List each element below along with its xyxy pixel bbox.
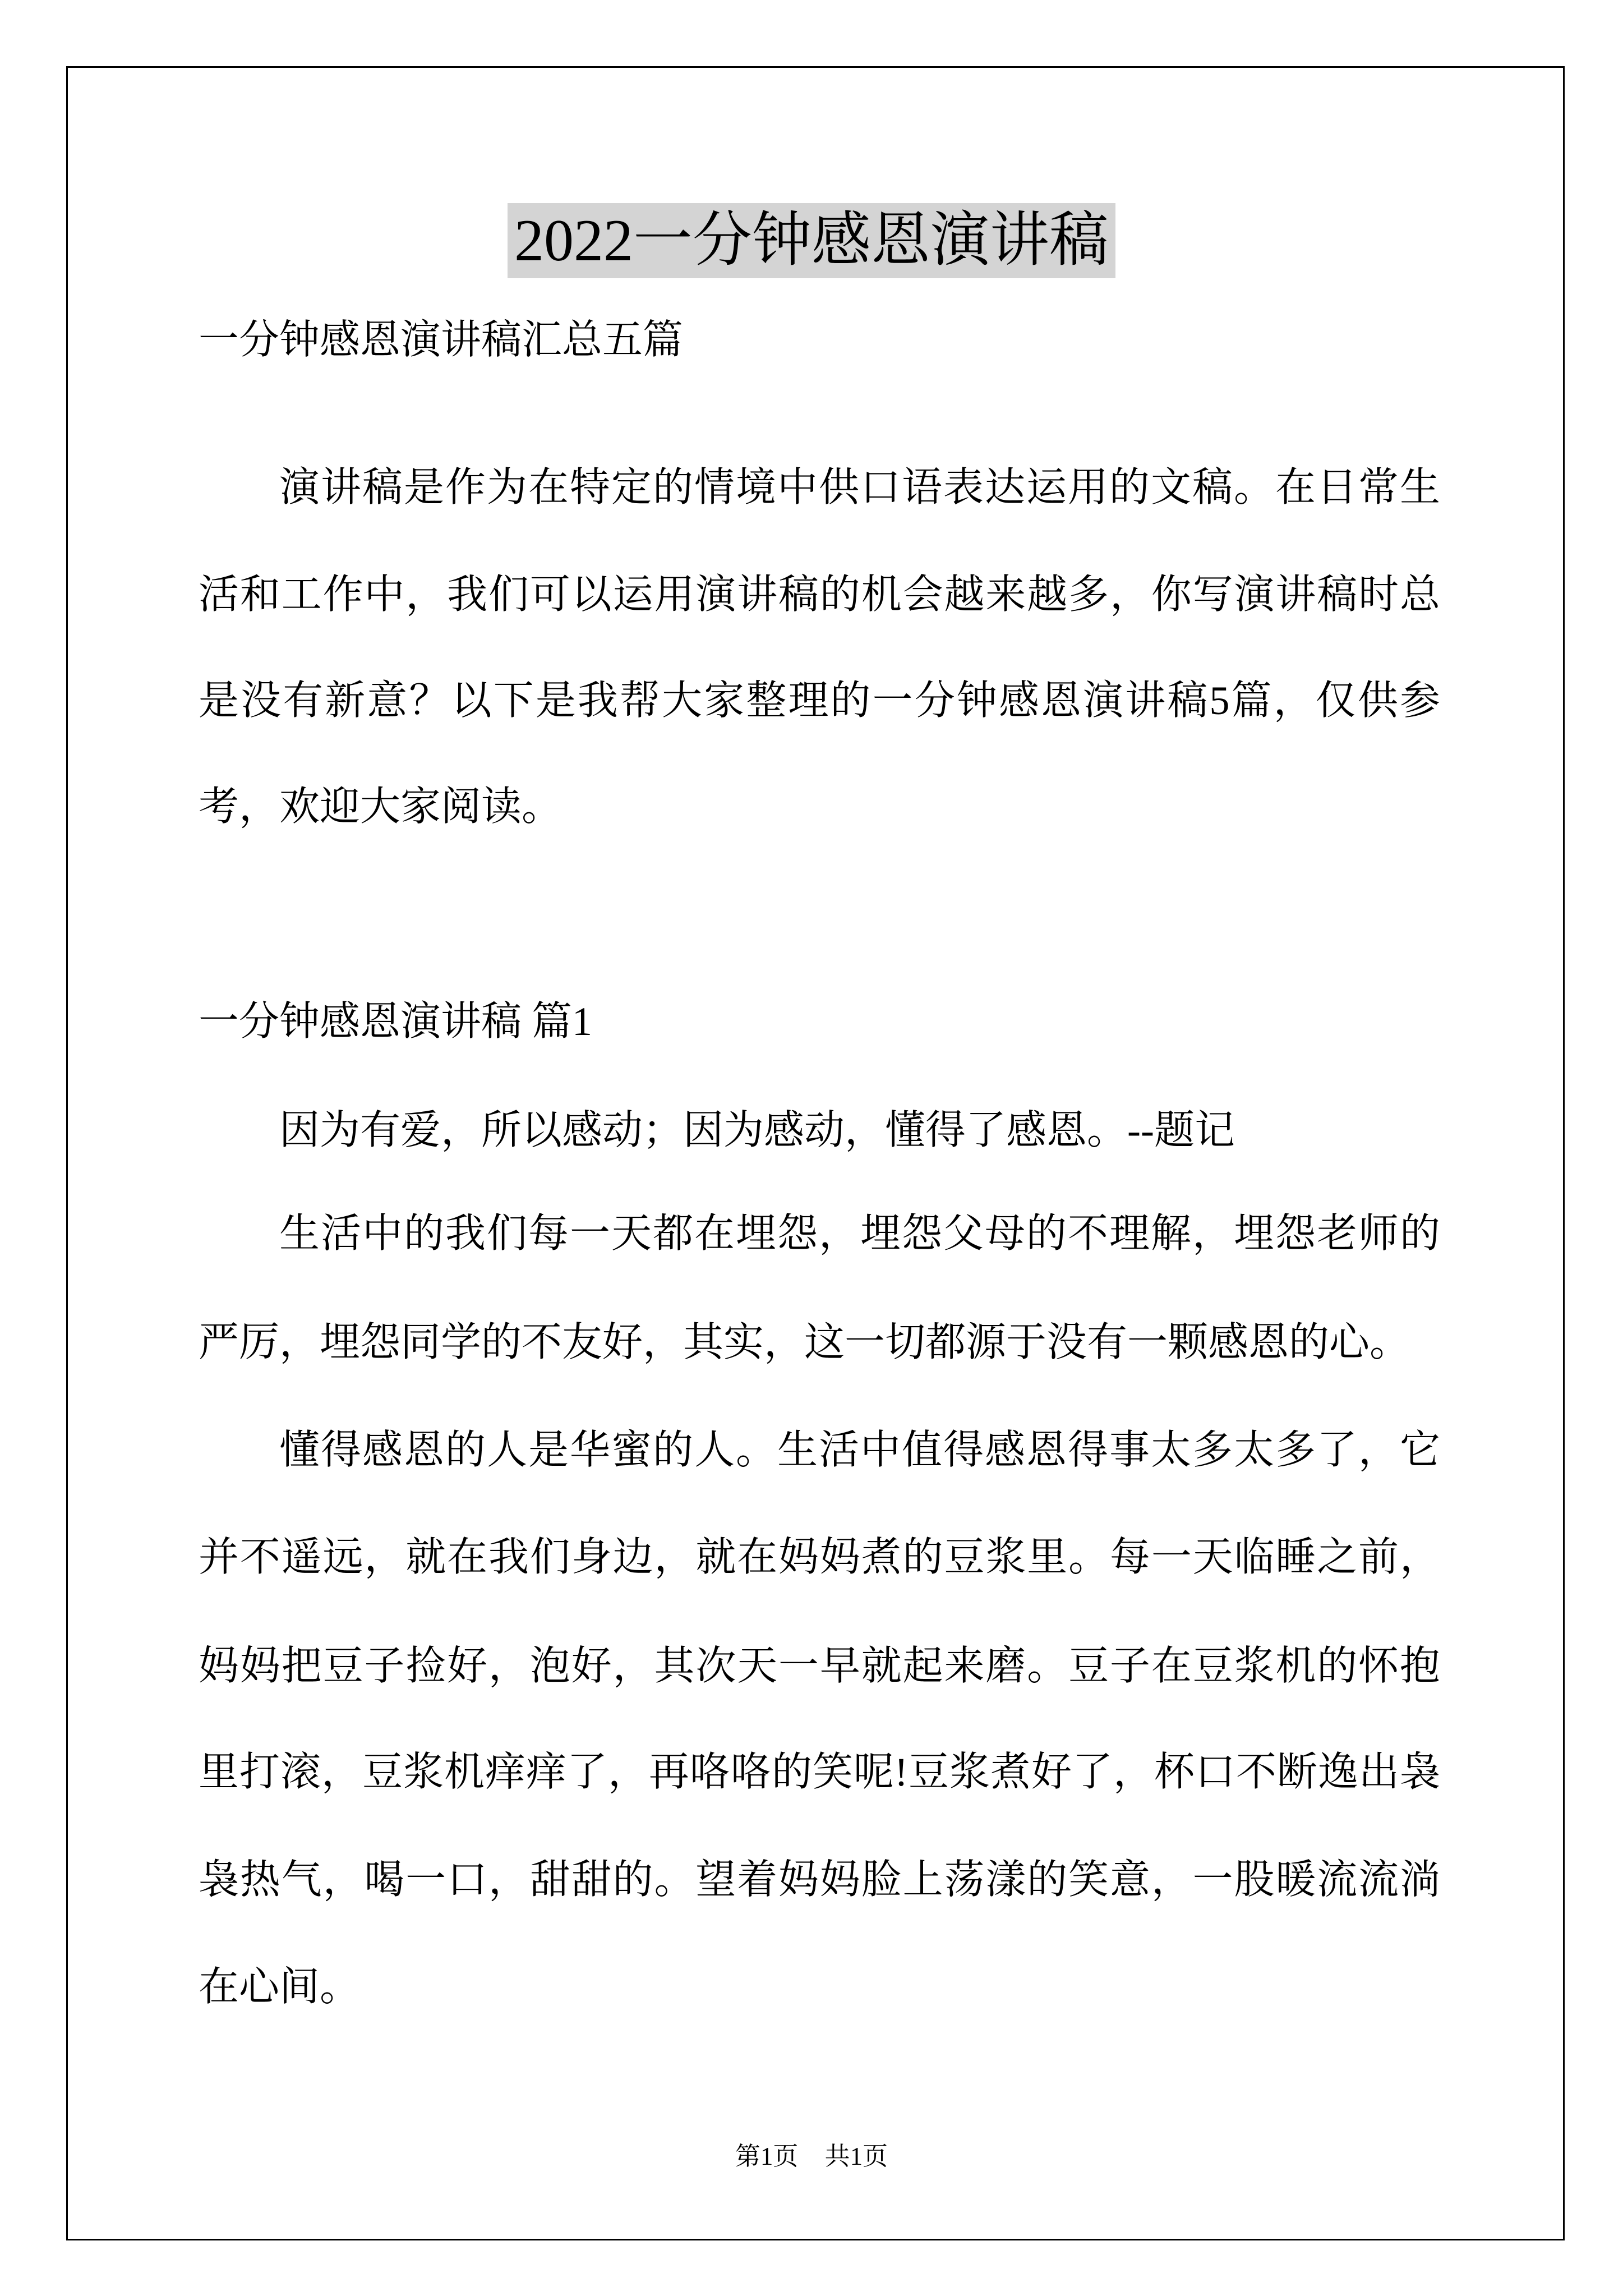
text-line: 严厉，埋怨同学的不友好，其实，这一切都源于没有一颗感恩的心。 — [199, 1320, 1410, 1365]
text-line: 演讲稿是作为在特定的情境中供口语表达运用的文稿。在日常生 — [279, 465, 1440, 510]
page-number-footer: 第1页 共1页 — [735, 2142, 888, 2170]
document-title: 2022一分钟感恩演讲稿 — [508, 203, 1115, 278]
text-line: 活和工作中，我们可以运用演讲稿的机会越来越多，你写演讲稿时总 — [199, 572, 1440, 617]
text-line: 在心间。 — [199, 1964, 361, 2009]
text-line: 懂得感恩的人是华蜜的人。生活中值得感恩得事太多太多了，它 — [279, 1428, 1440, 1473]
text-line: 因为有爱，所以感动；因为感动，懂得了感恩。--题记 — [279, 1108, 1235, 1153]
text-line: 考，欢迎大家阅读。 — [199, 784, 562, 829]
text-line: 妈妈把豆子捡好，泡好，其次天一早就起来磨。豆子在豆浆机的怀抱 — [199, 1644, 1440, 1688]
document-subtitle: 一分钟感恩演讲稿汇总五篇 — [199, 318, 684, 362]
text-line: 里打滚，豆浆机痒痒了，再咯咯的笑呢!豆浆煮好了，杯口不断逸出袅 — [199, 1750, 1440, 1795]
text-line: 是没有新意？以下是我帮大家整理的一分钟感恩演讲稿5篇，仅供参 — [199, 678, 1440, 723]
section-heading: 一分钟感恩演讲稿 篇1 — [199, 999, 593, 1044]
text-line: 袅热气，喝一口，甜甜的。望着妈妈脸上荡漾的笑意，一股暖流流淌 — [199, 1857, 1440, 1902]
text-line: 并不遥远，就在我们身边，就在妈妈煮的豆浆里。每一天临睡之前， — [199, 1535, 1440, 1580]
text-line: 生活中的我们每一天都在埋怨，埋怨父母的不理解，埋怨老师的 — [279, 1211, 1440, 1256]
title-row — [0, 203, 1623, 278]
